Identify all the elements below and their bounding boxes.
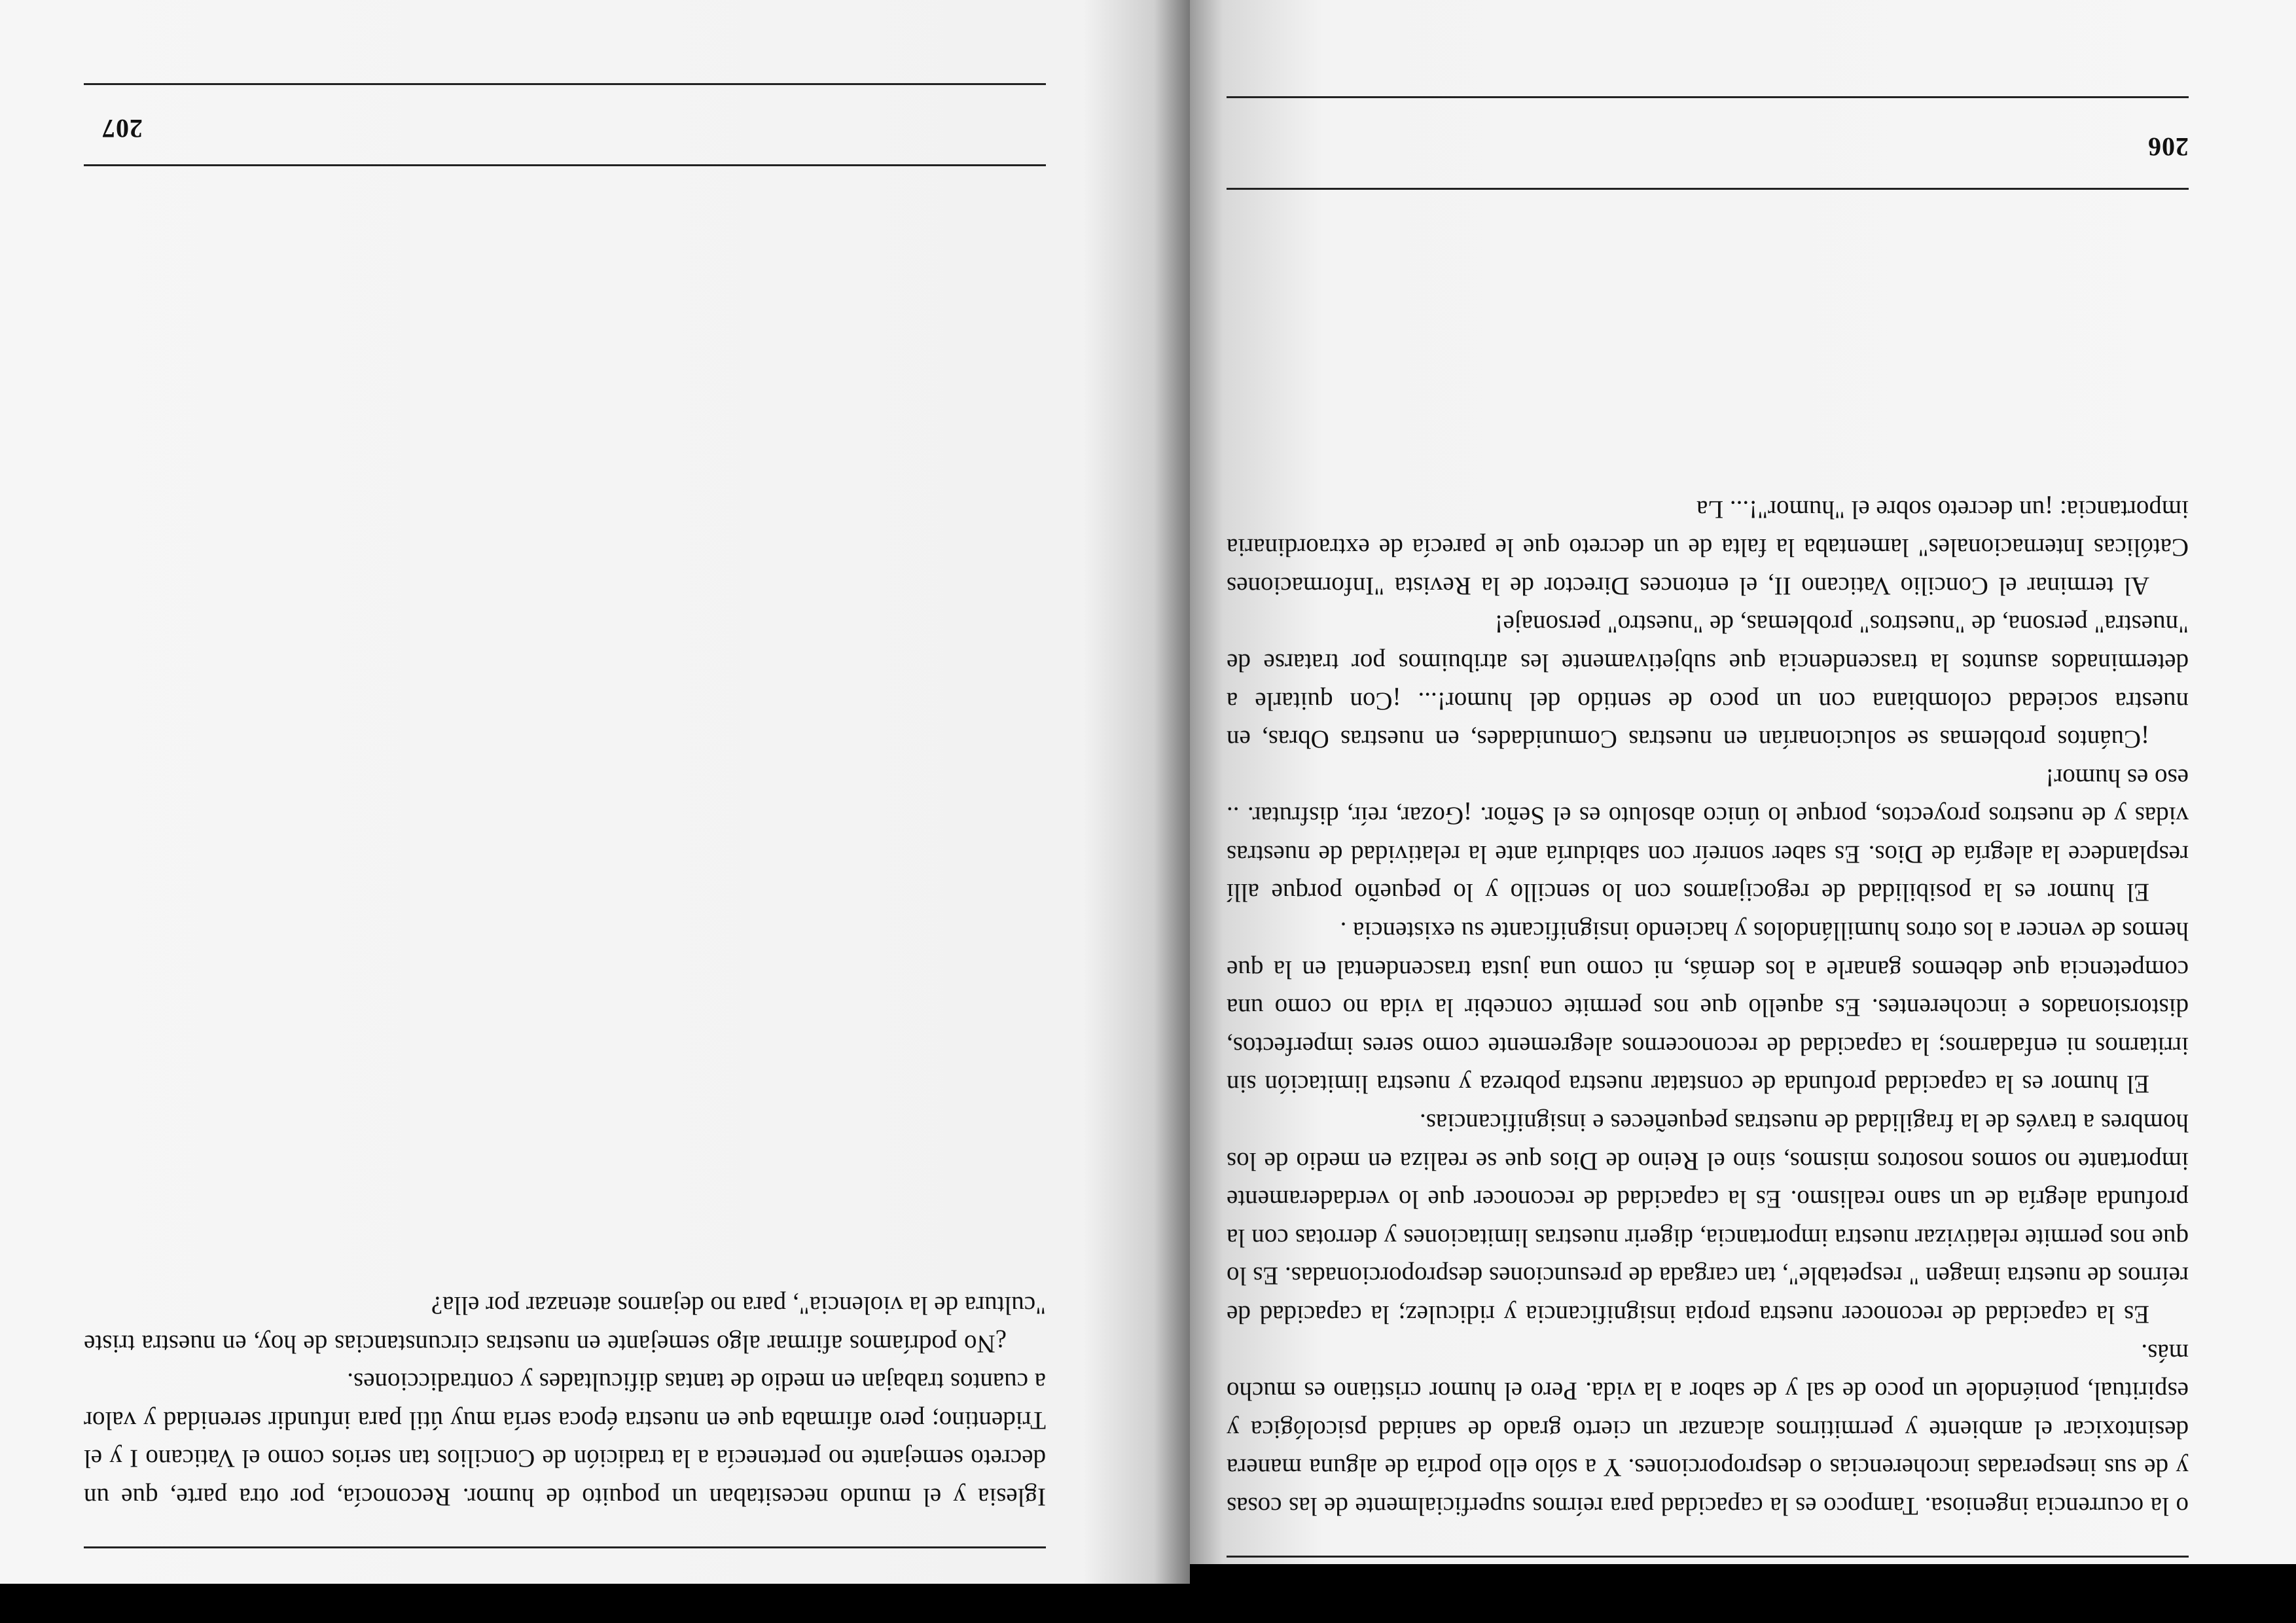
top-rule [84,1546,1046,1548]
paragraph: ¡Cuántos problemas se solucionarían en nuestras Comunidades, en nuestras Obras, en nuestra sociedad colombiana con un poco de sentido del humor!... ¡Con quitarle a determinados asuntos la trascendencia que subjetivamente les atribuimos por tratarse de "nuestra" persona, de "nuestros" problemas, de "nuestro" personaje! [1227,610,2189,754]
page-number: 206 [2147,132,2189,162]
footer-rule-top [84,164,1046,166]
page-206 [1190,0,2296,1564]
footer-rule-bottom [1227,96,2189,98]
page-206-text [1227,490,2189,1525]
footer-rule-top [1227,188,2189,190]
paragraph: Iglesia y el mundo necesitaban un poquito de humor. Reconocía, por otra parte, que un decreto semejante no pertenecía a la tradición de Concilios tan serios como el Vaticano I y el Tridentino; pero afirmaba que en nuestra época sería muy útil para infundir serenidad y valor a cuantos trabajan en medio de tantas dificultades y contradicciones. [84,1368,1046,1511]
page-207-text [84,1285,1046,1516]
paragraph: Al terminar el Concilio Vaticano II, el entonces Director de la Revista "Informaciones Católicas Internacionales" lamentaba la falta de un decreto que le parecía de extraordinaria importancia: ¡un decreto sobre el "humor"!... La [1227,495,2189,600]
paragraph: ¿No podríamos afirmar algo semejante en nuestras circunstancias de hoy, en nuestra triste "cultura de la violencia", para no dejarnos atenazar por ella? [84,1291,1046,1358]
paragraph: Es la capacidad de reconocer nuestra propia insignificancia y ridiculez; la capacidad de reírnos de nuestra imagen " respetable", tan cargada de presunciones desproporcionadas. Es lo que nos permite relativizar nuestra importancia, digerir nuestras limitaciones y derrotas con la profunda alegría de un sano realismo. Es la capacidad de reconocer que lo verdaderamente importante no somos nosotros mismos, sino el Reino de Dios que se realiza en medio de los hombres a través de la fragilidad de nuestras pequeñeces e insignificancias. [1227,1109,2189,1329]
paragraph: El humor es la capacidad profunda de constatar nuestra pobreza y nuestra limitación sin irritarnos ni enfadarnos; la capacidad de reconocernos alegremente como seres imperfectos, distorsionados e incoherentes. Es aquello que nos permite concebir la vida no como una competencia que debemos ganarle a los demás, ni como una justa trascendental en la que hemos de vencer a los otros humillándolos y haciendo insignificante su existencia . [1227,917,2189,1099]
page-number: 207 [101,114,143,143]
footer-rule-bottom [84,83,1046,85]
paragraph: o la ocurrencia ingeniosa. Tampoco es la capacidad para reírnos superficialmente de las cosas y de sus inesperadas incoherencias o desproporciones. Y a sólo ello podría de alguna manera desintoxicar el ambiente y permitirnos alcanzar un cierto grado de sanidad psicológica y espiritual, poniéndole un poco de sal y de sabor a la vida. Pero el humor cristiano es mucho más. [1227,1338,2189,1520]
paragraph: El humor es la posibilidad de regocijarnos con lo sencillo y lo pequeño porque allí resplandece la alegría de Dios. Es saber sonreír con sabiduría ante la relatividad de nuestras vidas y de nuestros proyectos, porque lo único absoluto es el Señor. ¡Gozar, reír, disfrutar. .. eso es humor! [1227,763,2189,907]
top-rule [1227,1556,2189,1558]
